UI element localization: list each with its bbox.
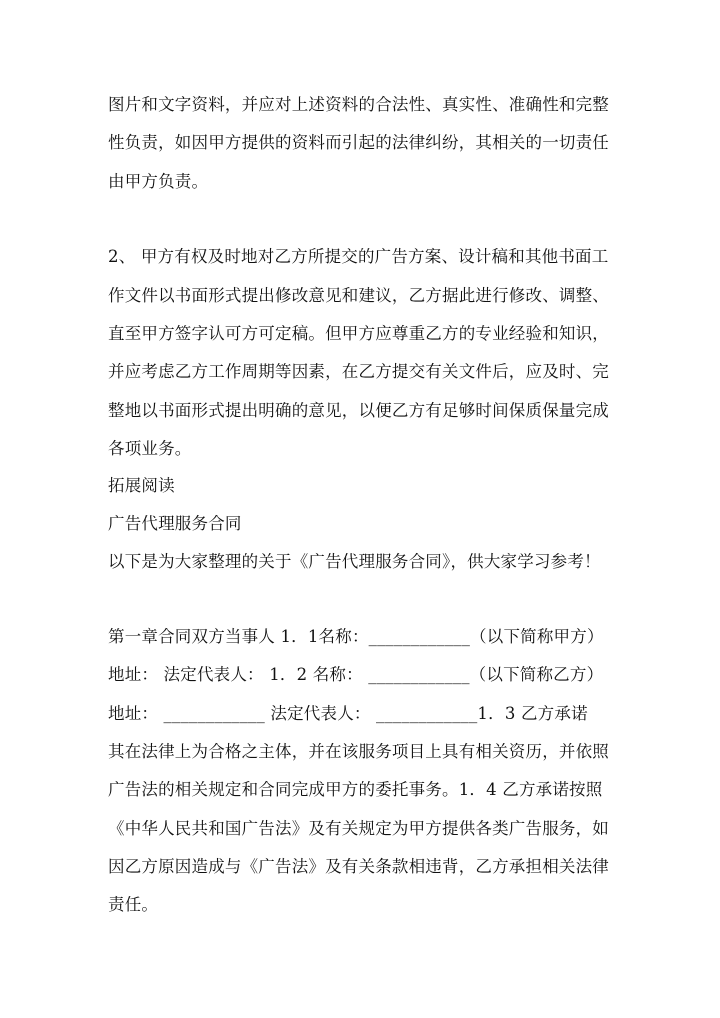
chapter-line: 责任。 xyxy=(108,895,159,914)
paragraph-line: 图片和文字资料，并应对上述资料的合法性、真实性、准确性和完整 xyxy=(108,95,609,114)
intro-text: 以下是为大家整理的关于《广告代理服务合同》，供大家学习参考！ xyxy=(108,552,601,571)
paragraph-line: 作文件以书面形式提出修改意见和建议，乙方据此进行修改、调整、 xyxy=(108,286,609,305)
chapter-line: 地址： 法定代表人： 1．2 名称： ____________（以下简称乙方） xyxy=(108,665,604,684)
chapter-line: 其在法律上为合格之主体，并在该服务项目上具有相关资历，并依照 xyxy=(108,742,609,761)
paragraph-line: 各项业务。 xyxy=(108,439,192,458)
chapter-line: 广告法的相关规定和合同完成甲方的委托事务。1．4 乙方承诺按照 xyxy=(108,780,603,799)
paragraph-line: 性负责，如因甲方提供的资料而引起的法律纠纷，其相关的一切责任 xyxy=(108,133,609,152)
contract-title: 广告代理服务合同 xyxy=(108,514,242,533)
extended-reading-heading: 拓展阅读 xyxy=(108,476,175,495)
chapter-line: 地址： ____________ 法定代表人： ____________1．3 乙方承诺 xyxy=(108,704,588,723)
paragraph-line: 整地以书面形式提出明确的意见，以便乙方有足够时间保质保量完成 xyxy=(108,401,609,420)
chapter-line: 《中华人民共和国广告法》及有关规定为甲方提供各类广告服务，如 xyxy=(108,819,609,838)
chapter-line: 第一章合同双方当事人 1．1名称：____________（以下简称甲方） xyxy=(108,627,604,646)
chapter-line: 因乙方原因造成与《广告法》及有关条款相违背，乙方承担相关法律 xyxy=(108,857,609,876)
paragraph-line: 由甲方负责。 xyxy=(108,172,209,191)
paragraph-line: 2、 甲方有权及时地对乙方所提交的广告方案、设计稿和其他书面工 xyxy=(108,247,609,266)
paragraph-line: 并应考虑乙方工作周期等因素，在乙方提交有关文件后，应及时、完 xyxy=(108,362,609,381)
paragraph-line: 直至甲方签字认可方可定稿。但甲方应尊重乙方的专业经验和知识， xyxy=(108,324,609,343)
